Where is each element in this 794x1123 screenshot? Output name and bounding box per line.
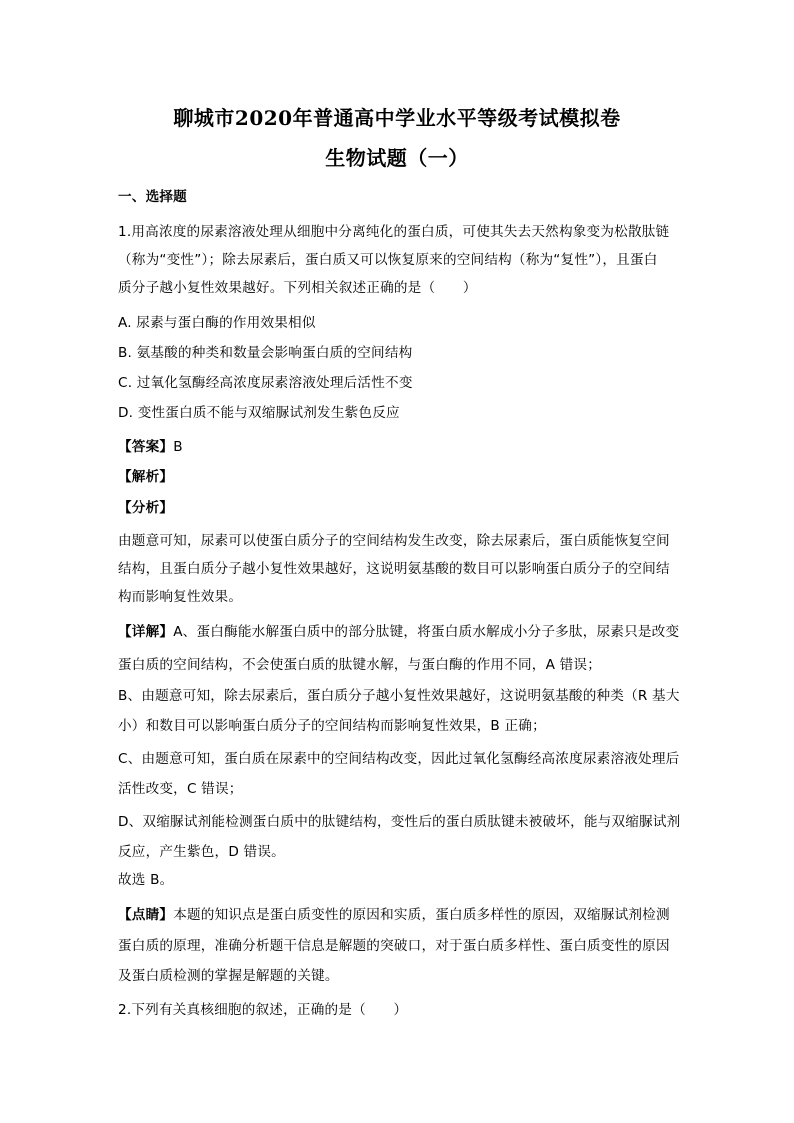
detail-line-6: 活性改变，C 错误； bbox=[118, 781, 243, 797]
fenxi-line-3: 构而影响复性效果。 bbox=[118, 589, 243, 605]
detail-line-1: A、蛋白酶能水解蛋白质中的部分肽键，将蛋白质水解成小分子多肽，尿素只是改变 bbox=[173, 624, 680, 640]
note-line-2: 蛋白质的原理，准确分析题干信息是解题的突破口，对于蛋白质多样性、蛋白质变性的原因 bbox=[118, 938, 670, 954]
page-subtitle: 生物试题（一） bbox=[325, 146, 469, 170]
question-1-option-c: C. 过氧化氢酶经高浓度尿素溶液处理后活性不变 bbox=[118, 375, 413, 391]
detail-line-8: 反应，产生紫色，D 错误。 bbox=[118, 844, 285, 860]
note-row-1 bbox=[118, 905, 684, 925]
detail-line-7: D、双缩脲试剂能检测蛋白质中的肽键结构，变性后的蛋白质肽键未被破坏，能与双缩脲试剂 bbox=[118, 814, 681, 830]
question-2-stem: 2.下列有关真核细胞的叙述，正确的是（ ） bbox=[118, 1002, 408, 1018]
note-label: 【点睛】 bbox=[118, 907, 174, 923]
detail-line-4: 小）和数目可以影响蛋白质分子的空间结构而影响复性效果，B 正确； bbox=[118, 718, 546, 734]
question-1-option-b: B. 氨基酸的种类和数量会影响蛋白质的空间结构 bbox=[118, 345, 413, 361]
page-title: 聊城市2020年普通高中学业水平等级考试模拟卷 bbox=[173, 106, 621, 130]
answer-row bbox=[118, 437, 684, 457]
detail-line-3: B、由题意可知，除去尿素后，蛋白质分子越小复性效果越好，这说明氨基酸的种类（R 基大 bbox=[118, 688, 680, 704]
detail-line-9: 故选 B。 bbox=[118, 872, 174, 888]
fenxi-line-2: 结构，且蛋白质分子越小复性效果越好，这说明氨基酸的数目可以影响蛋白质分子的空间结 bbox=[118, 561, 670, 577]
fenxi-label: 【分析】 bbox=[118, 500, 174, 516]
note-line-1: 本题的知识点是蛋白质变性的原因和实质，蛋白质多样性的原因，双缩脲试剂检测 bbox=[173, 907, 670, 923]
answer-value: B bbox=[173, 439, 183, 455]
detail-line-5: C、由题意可知，蛋白质在尿素中的空间结构改变，因此过氧化氢酶经高浓度尿素溶液处理后 bbox=[118, 751, 680, 767]
analysis-label: 【解析】 bbox=[118, 469, 174, 485]
question-1-stem-line-3: 质分子越小复性效果越好。下列相关叙述正确的是（ ） bbox=[118, 280, 477, 296]
question-1-stem-line-1: 1.用高浓度的尿素溶液处理从细胞中分离纯化的蛋白质，可使其失去天然构象变为松散肽链 bbox=[118, 224, 670, 240]
question-1-option-d: D. 变性蛋白质不能与双缩脲试剂发生紫色反应 bbox=[118, 405, 400, 421]
detail-row-1 bbox=[118, 622, 684, 642]
answer-label: 【答案】 bbox=[118, 439, 174, 455]
detail-label: 【详解】 bbox=[118, 624, 174, 640]
question-1-stem-line-2: （称为“变性”）；除去尿素后，蛋白质又可以恢复原来的空间结构（称为“复性”），且蛋白 bbox=[118, 252, 658, 268]
question-1-option-a: A. 尿素与蛋白酶的作用效果相似 bbox=[118, 315, 316, 331]
detail-line-2: 蛋白质的空间结构，不会使蛋白质的肽键水解，与蛋白酶的作用不同，A 错误； bbox=[118, 657, 602, 673]
section-heading: 一、选择题 bbox=[118, 189, 187, 205]
fenxi-line-1: 由题意可知，尿素可以使蛋白质分子的空间结构发生改变，除去尿素后，蛋白质能恢复空间 bbox=[118, 533, 670, 549]
note-line-3: 及蛋白质检测的掌握是解题的关键。 bbox=[118, 968, 339, 984]
